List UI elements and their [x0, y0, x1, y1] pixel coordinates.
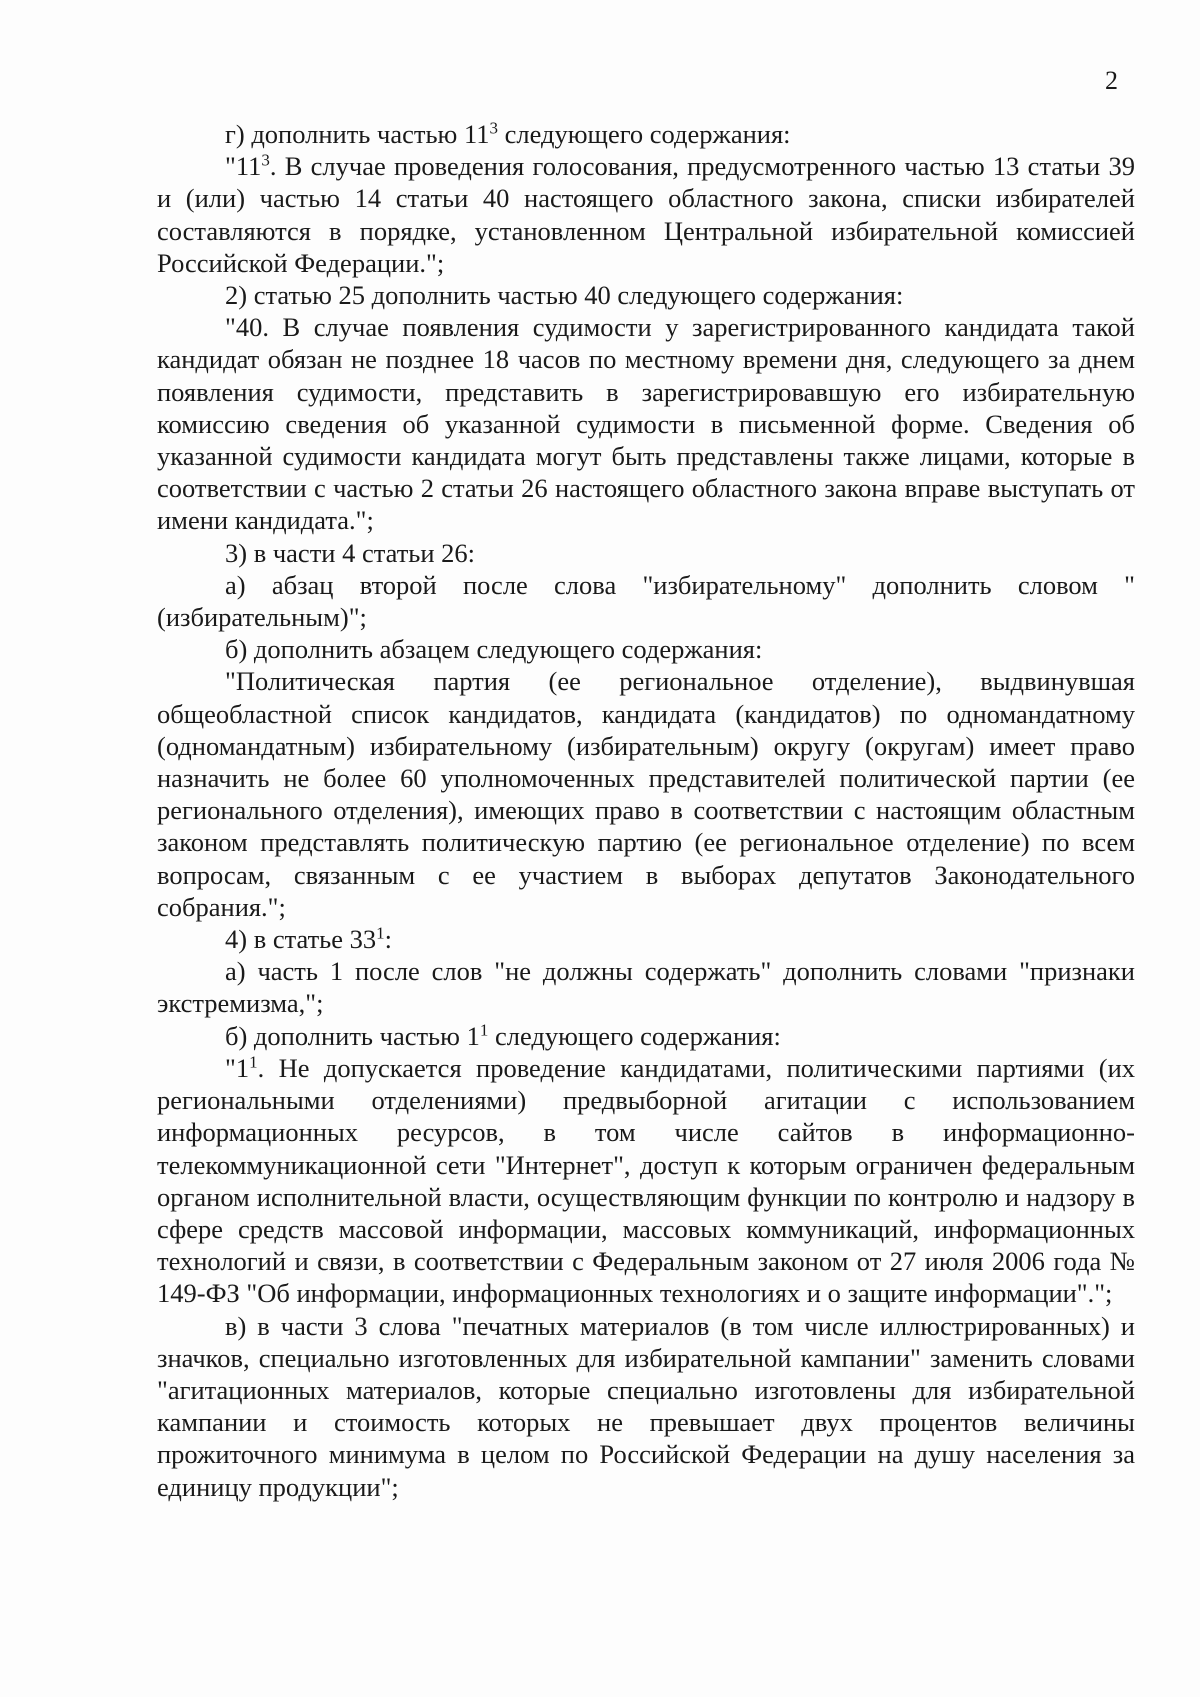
paragraph: "$11^3$. В случае проведения голосования, предусмотренного частью 13 статьи 39 и (или) частью 14 статьи 40 настоящего областного закона, списки избирателей составляются в порядке, установленном Центральной избирательной комиссией Российской Федерации."; [157, 150, 1135, 278]
paragraph: 4) в статье $33^1$: [225, 923, 393, 955]
page-number: 2 [1105, 66, 1118, 95]
paragraph: "$1^1$. Не допускается проведение кандидатами, политическими партиями (их региональными отделениями) предвыборной агитации с использованием информационных ресурсов, в том числе сайтов в информационно-телекоммуникационной сети "Интернет", доступ к которым ограничен федеральным органом исполнительной власти, осуществляющим функции по контролю и надзору в сфере средств массовой информации, массовых коммуникаций, информационных технологий и связи, в соответствии с Федеральным законом от 27 июля 2006 года № 149-ФЗ "Об информации, информационных технологиях и о защите информации"."; [157, 1052, 1135, 1309]
paragraph: "40. В случае появления судимости у зарегистрированного кандидата такой кандидат обязан не позднее 18 часов по местному времени дня, следующего за днем появления судимости, представить в зарегистрировавшую его избирательную комиссию сведения об указанной судимости в письменной форме. Сведения об указанной судимости кандидата могут быть представлены также лицами, которые в соответствии с частью 2 статьи 26 настоящего областного закона вправе выступать от имени кандидата."; [157, 312, 1135, 536]
paragraph: г) дополнить частью $11^3$ следующего содержания: [225, 118, 791, 149]
paragraph: б) дополнить частью $1^1$ следующего содержания: [225, 1020, 781, 1051]
paragraph: а) абзац второй после слова "избирательному" дополнить словом "(избирательным)"; [157, 569, 1135, 633]
paragraph: 2) статью 25 дополнить частью 40 следующего содержания: [225, 280, 904, 311]
paragraph: а) часть 1 после слов "не должны содержать" дополнить словами "признаки экстремизма,"; [157, 956, 1135, 1019]
paragraph: "Политическая партия (ее региональное отделение), выдвинувшая общеобластной список кандидатов, кандидата (кандидатов) по одномандатному (одномандатным) избирательному (избирательным) округу (округам) имеет право назначить не более 60 уполномоченных представителей политической партии (ее регионального отделения), имеющих право в соответствии с настоящим областным законом представлять политическую партию (ее региональное отделение) по всем вопросам, связанным с ее участием в выборах депутатов Законодательного собрания."; [157, 666, 1135, 922]
paragraph: 3) в части 4 статьи 26: [225, 537, 476, 568]
document-body [157, 118, 1135, 1503]
paragraph: б) дополнить абзацем следующего содержания: [225, 634, 763, 665]
paragraph: в) в части 3 слова "печатных материалов (в том числе иллюстрированных) и значков, специально изготовленных для избирательной кампании" заменить словами "агитационных материалов, которые специально изготовлены для избирательной кампании и стоимость которых не превышает двух процентов величины прожиточного минимума в целом по Российской Федерации на душу населения за единицу продукции"; [157, 1310, 1135, 1502]
